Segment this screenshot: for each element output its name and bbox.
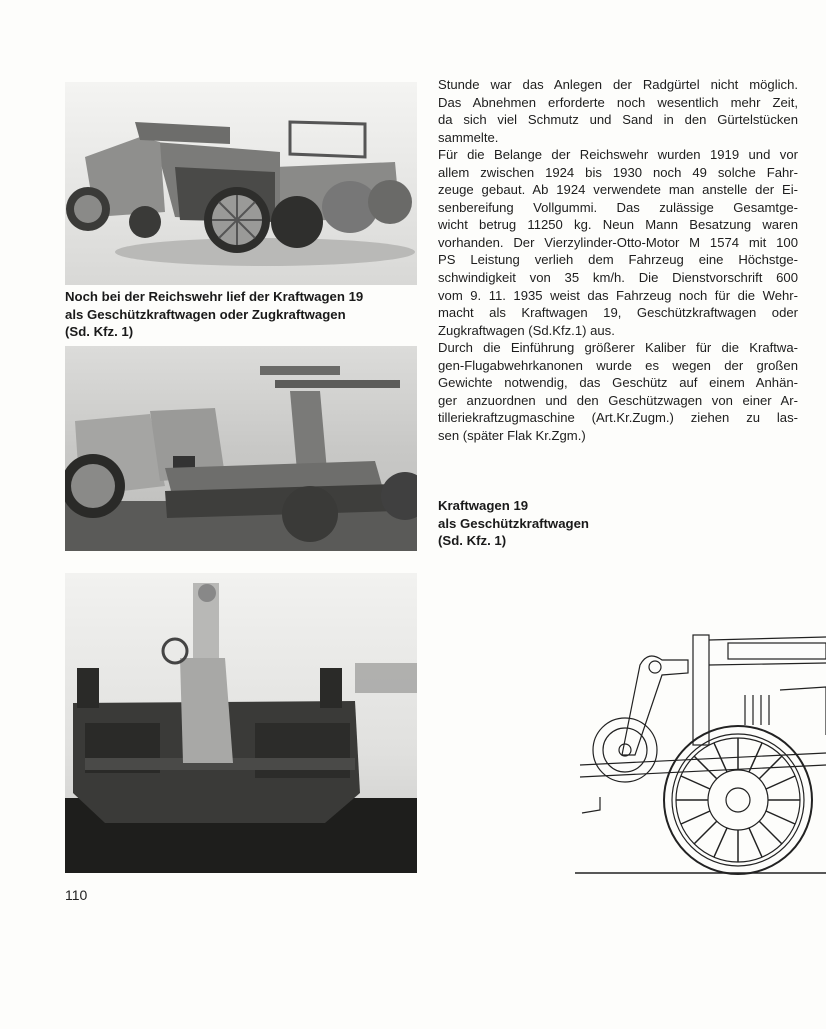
photo-kraftwagen-19-reichswehr [65, 82, 417, 285]
caption-line: (Sd. Kfz. 1) [438, 533, 507, 548]
body-line: Zugkraftwagen (Sd.Kfz.1) aus. [438, 322, 615, 338]
caption-line: (Sd. Kfz. 1) [65, 324, 134, 339]
body-line: wicht betrug 11250 kg. Neun Mann Besatzung waren [438, 217, 798, 233]
line-drawing-kraftwagen-19 [570, 625, 826, 877]
body-line: vorhanden. Der Vierzylinder-Otto-Motor M 1574 mit 100 [438, 234, 798, 250]
body-line: da sich viel Schmutz und Sand in den Gürtelstücken [438, 112, 798, 128]
body-line: macht als Kraftwagen 19, Geschützkraftwagen oder [438, 305, 798, 321]
caption-line: Noch bei der Reichswehr lief der Kraftwagen 19 [65, 289, 364, 304]
body-line: PS Leistung verlieh dem Fahrzeug eine Höchstge- [438, 252, 798, 268]
body-line: tilleriekraftzugmaschine (Art.Kr.Zugm.) ziehen zu las- [438, 410, 798, 426]
page-number: 110 [65, 887, 88, 903]
body-line: sen (später Flak Kr.Zgm.) [438, 427, 586, 443]
caption-line: als Geschützkraftwagen [438, 515, 589, 531]
body-line: ger anzuordnen und den Geschützwagen von einer Ar- [438, 392, 798, 408]
body-line: Stunde war das Anlegen der Radgürtel nicht möglich. [438, 77, 798, 92]
body-line: Durch die Einführung größerer Kaliber für die Kraftwa- [438, 340, 798, 356]
body-line: vom 9. 11. 1935 weist das Fahrzeug noch für die Wehr- [438, 287, 798, 303]
body-line: sammelte. [438, 129, 499, 145]
body-line: gen-Flugabwehrkanonen wurde es wegen der großen [438, 357, 798, 373]
body-text [438, 76, 798, 444]
caption-line: Kraftwagen 19 [438, 498, 529, 513]
caption-line: als Geschützkraftwagen oder Zugkraftwagen [65, 306, 346, 322]
body-line: schwindigkeit von 35 km/h. Die Dienstvorschrift 600 [438, 270, 798, 286]
body-line: Für die Belange der Reichswehr wurden 1919 und vor [438, 147, 798, 163]
figure-caption-1 [65, 288, 363, 341]
body-line: zeuge gebaut. Ab 1924 verwendete man anstelle der Ei- [438, 182, 798, 198]
body-line: senbereifung Vollgummi. Das zulässige Gesamtge- [438, 199, 798, 215]
photo-kraftwagen-front-view [65, 573, 417, 873]
body-line: Das Abnehmen erforderte noch wesentlich mehr Zeit, [438, 94, 798, 110]
figure-caption-2 [438, 497, 589, 550]
body-line: Gewichte notwendig, das Geschütz auf einem Anhän- [438, 375, 798, 391]
photo-kraftwagen-with-gun [65, 346, 417, 551]
body-line: allem zwischen 1924 bis 1930 noch 49 solche Fahr- [438, 164, 798, 180]
